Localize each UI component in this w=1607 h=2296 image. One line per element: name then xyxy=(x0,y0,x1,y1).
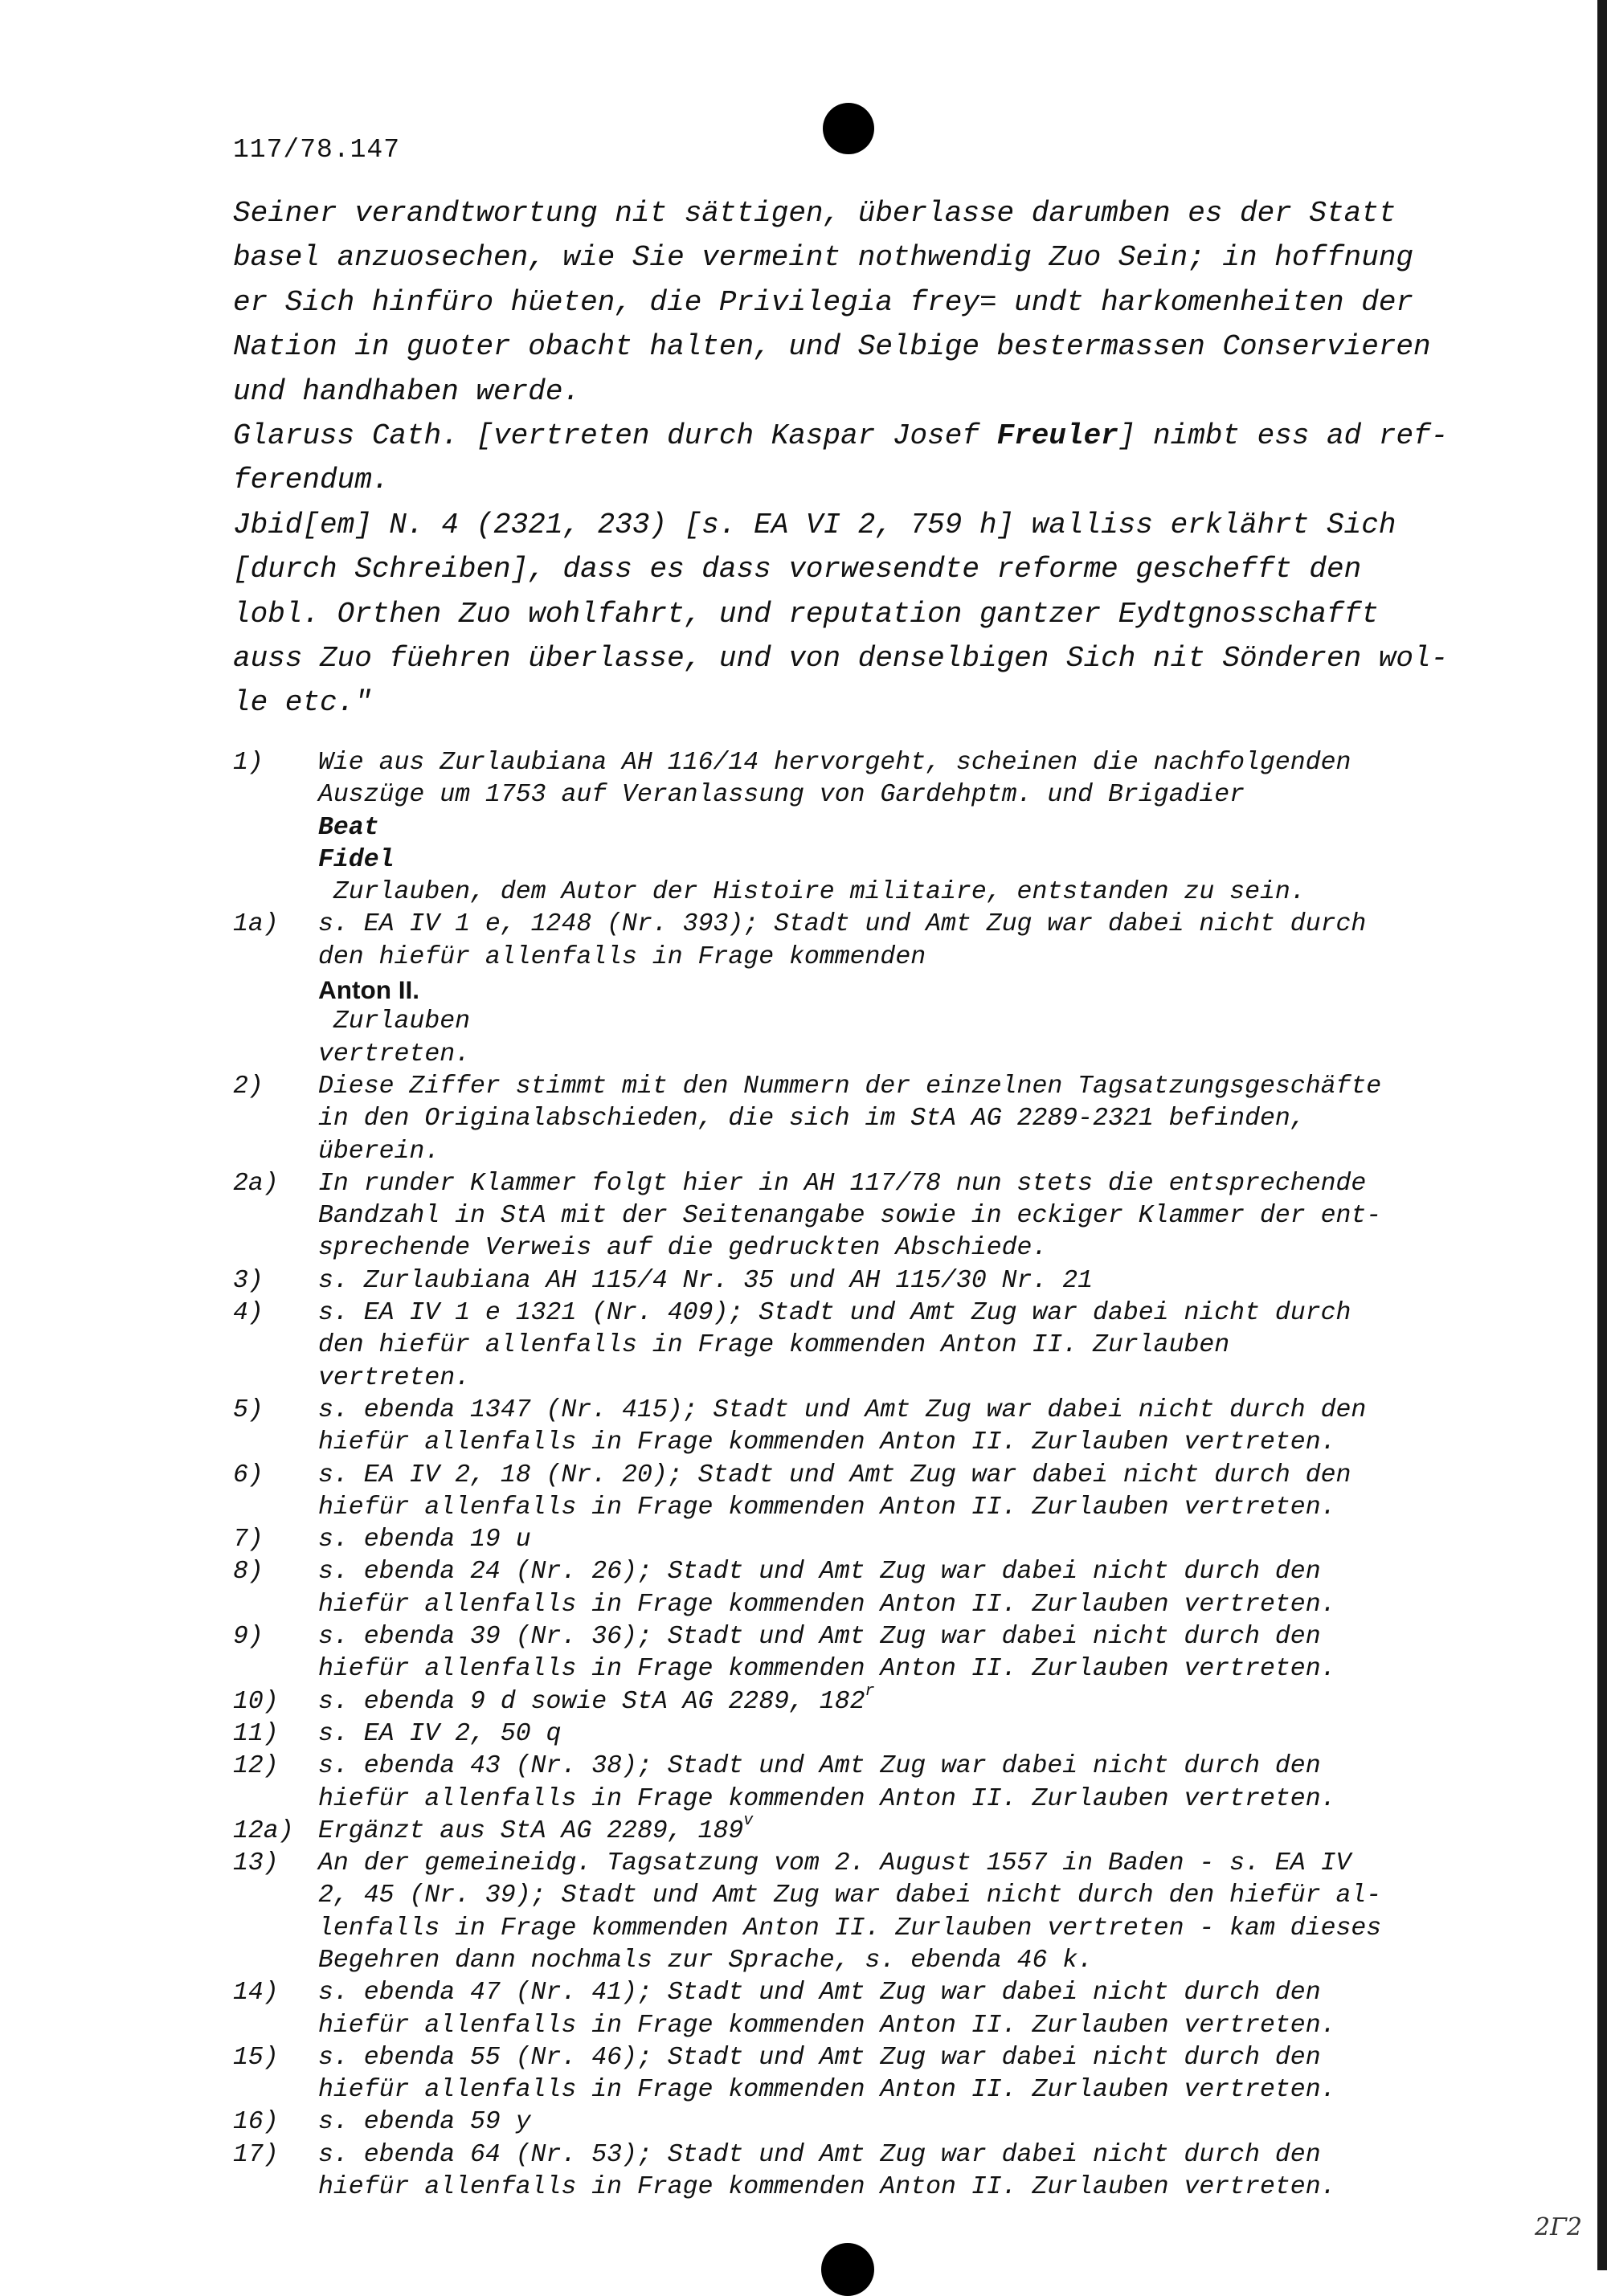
footnote-line: Wie aus Zurlaubiana AH 116/14 hervorgeht, scheinen die nachfolgenden xyxy=(318,749,1351,777)
footnote-text xyxy=(318,909,1486,1070)
footnote-number: 3) xyxy=(233,1266,264,1295)
footnote-line: Fidel Zurlauben, dem Autor der Histoire militaire, entstanden zu sein. xyxy=(318,845,1306,907)
footnote-line: hiefür allenfalls in Frage kommenden Anton II. Zurlauben vertreten. xyxy=(318,1493,1336,1522)
handwritten-page-mark: 2Γ2 xyxy=(1535,2213,1582,2241)
main-text xyxy=(233,191,1470,725)
folio-superscript: v xyxy=(743,1812,754,1831)
footnote-text xyxy=(318,1751,1486,1816)
footnote-number: 17) xyxy=(233,2140,279,2169)
footnote-item xyxy=(233,1265,1486,1297)
footnote-number: 9) xyxy=(233,1623,264,1652)
footnote-number: 4) xyxy=(233,1299,264,1328)
footnote-item xyxy=(233,1524,1486,1556)
footnote-line: lenfalls in Frage kommenden Anton II. Zurlauben vertreten - kam dieses xyxy=(318,1914,1382,1943)
footnote-number: 16) xyxy=(233,2108,279,2137)
footnote-line: s. ebenda 39 (Nr. 36); Stadt und Amt Zug war dabei nicht durch den xyxy=(318,1623,1321,1652)
footnote-number: 10) xyxy=(233,1687,279,1716)
footnote-line: s. Zurlaubiana AH 115/4 Nr. 35 und AH 115/30 Nr. 21 xyxy=(318,1266,1094,1295)
footnote-item xyxy=(233,1682,1486,1718)
text-line: ferendum. xyxy=(233,464,390,497)
footnotes-list xyxy=(233,747,1486,2204)
footnote-text xyxy=(318,747,1486,909)
footnote-line: überein. xyxy=(318,1137,440,1166)
footnote-number: 7) xyxy=(233,1526,264,1554)
footnote-text xyxy=(318,1265,1486,1297)
footnote-number: 1) xyxy=(233,749,264,777)
text-line: Seiner verandtwortung nit sättigen, überlasse darumben es der Statt xyxy=(233,197,1396,230)
scan-edge xyxy=(1597,0,1607,2270)
text-line: Nation in guoter obacht halten, und Selbige bestermassen Conservieren xyxy=(233,330,1431,364)
footnote-line: in den Originalabschieden, die sich im StA AG 2289-2321 befinden, xyxy=(318,1105,1306,1134)
footnote-line: hiefür allenfalls in Frage kommenden Anton II. Zurlauben vertreten. xyxy=(318,2173,1336,2202)
footnote-line: Auszüge um 1753 auf Veranlassung von Gardehptm. und Brigadier Beat xyxy=(318,781,1260,842)
footnote-number: 1a) xyxy=(233,910,279,939)
footnote-item xyxy=(233,1168,1486,1265)
document-reference-number: 117/78.147 xyxy=(233,135,401,165)
footnote-item xyxy=(233,747,1486,909)
footnote-line: s. ebenda 43 (Nr. 38); Stadt und Amt Zug war dabei nicht durch den xyxy=(318,1752,1321,1781)
footnote-item xyxy=(233,1556,1486,1621)
footnote-text xyxy=(318,1297,1486,1395)
text-line: lobl. Orthen Zuo wohlfahrt, und reputation gantzer Eydtgnosschafft xyxy=(233,597,1379,631)
footnote-line: den hiefür allenfalls in Frage kommenden Anton II. Zurlauben xyxy=(318,1331,1230,1360)
footnote-item xyxy=(233,1848,1486,1977)
footnote-item xyxy=(233,1395,1486,1460)
footnote-number: 6) xyxy=(233,1461,264,1489)
footnote-line: vertreten. xyxy=(318,1040,471,1068)
footnote-number: 15) xyxy=(233,2043,279,2072)
footnote-text xyxy=(318,1977,1486,2042)
footnote-line: s. ebenda 64 (Nr. 53); Stadt und Amt Zug war dabei nicht durch den xyxy=(318,2140,1321,2169)
footnote-text xyxy=(318,1848,1486,1977)
footnote-item xyxy=(233,909,1486,1070)
footnote-line: hiefür allenfalls in Frage kommenden Anton II. Zurlauben vertreten. xyxy=(318,1784,1336,1813)
footnote-text xyxy=(318,1071,1486,1168)
footnote-line: s. EA IV 2, 18 (Nr. 20); Stadt und Amt Zug war dabei nicht durch den xyxy=(318,1461,1351,1489)
footnote-item xyxy=(233,1977,1486,2042)
footnote-text xyxy=(318,2106,1486,2139)
footnote-number: 11) xyxy=(233,1719,279,1748)
footnote-item xyxy=(233,2106,1486,2139)
footnote-text xyxy=(318,1524,1486,1556)
footnote-line: hiefür allenfalls in Frage kommenden Anton II. Zurlauben vertreten. xyxy=(318,1590,1336,1619)
punch-hole-bottom xyxy=(821,2243,874,2296)
text-line: Jbid[em] N. 4 (2321, 233) [s. EA VI 2, 759 h] walliss erklährt Sich xyxy=(233,508,1396,541)
footnote-line: Ergänzt aus StA AG 2289, 189$^v$ xyxy=(318,1812,754,1845)
footnote-line: hiefür allenfalls in Frage kommenden Anton II. Zurlauben vertreten. xyxy=(318,2011,1336,2040)
footnote-line: s. ebenda 59 y xyxy=(318,2108,531,2137)
footnote-number: 2) xyxy=(233,1072,264,1101)
footnote-line: Bandzahl in StA mit der Seitenangabe sowie in eckiger Klammer der ent- xyxy=(318,1202,1382,1231)
text-line: le etc." xyxy=(233,686,372,720)
footnote-text xyxy=(318,1556,1486,1621)
footnote-number: 12a) xyxy=(233,1816,294,1845)
footnote-item xyxy=(233,1297,1486,1395)
footnote-text xyxy=(318,1621,1486,1686)
footnote-text xyxy=(318,1460,1486,1525)
footnote-line: s. EA IV 2, 50 q xyxy=(318,1719,562,1748)
text-line: und handhaben werde. xyxy=(233,374,581,408)
footnote-line: An der gemeineidg. Tagsatzung vom 2. August 1557 in Baden - s. EA IV xyxy=(318,1849,1351,1878)
text-line: basel anzuosechen, wie Sie vermeint nothwendig Zuo Sein; in hoffnung xyxy=(233,241,1414,275)
footnote-number: 14) xyxy=(233,1979,279,2008)
footnote-line: hiefür allenfalls in Frage kommenden Anton II. Zurlauben vertreten. xyxy=(318,1655,1336,1684)
footnote-item xyxy=(233,1812,1486,1848)
punch-hole-top xyxy=(823,103,874,154)
footnote-text xyxy=(318,1682,1486,1718)
footnote-line: s. ebenda 1347 (Nr. 415); Stadt und Amt Zug war dabei nicht durch den xyxy=(318,1395,1367,1424)
footnote-line: s. ebenda 55 (Nr. 46); Stadt und Amt Zug war dabei nicht durch den xyxy=(318,2043,1321,2072)
footnote-item xyxy=(233,1621,1486,1686)
footnote-number: 5) xyxy=(233,1395,264,1424)
footnote-number: 8) xyxy=(233,1558,264,1587)
footnote-number: 12) xyxy=(233,1752,279,1781)
footnote-item xyxy=(233,1071,1486,1168)
footnote-text xyxy=(318,1812,1486,1848)
footnote-item xyxy=(233,1718,1486,1751)
footnote-text xyxy=(318,2139,1486,2204)
footnote-line: sprechende Verweis auf die gedruckten Abschiede. xyxy=(318,1234,1048,1263)
footnote-text xyxy=(318,2042,1486,2107)
footnote-item xyxy=(233,2139,1486,2204)
footnote-line: 2, 45 (Nr. 39); Stadt und Amt Zug war dabei nicht durch den hiefür al- xyxy=(318,1881,1382,1910)
footnote-text xyxy=(318,1718,1486,1751)
footnote-number: 2a) xyxy=(233,1169,279,1198)
footnote-text xyxy=(318,1168,1486,1265)
footnote-line: In runder Klammer folgt hier in AH 117/78 nun stets die entsprechende xyxy=(318,1169,1367,1198)
footnote-line: s. ebenda 9 d sowie StA AG 2289, 182$^r$ xyxy=(318,1682,875,1716)
footnote-text xyxy=(318,1395,1486,1460)
footnote-line: s. ebenda 19 u xyxy=(318,1526,531,1554)
text-line: auss Zuo füehren überlasse, und von denselbigen Sich nit Sönderen wol- xyxy=(233,642,1449,676)
text-line: er Sich hinfüro hüeten, die Privilegia frey= undt harkomenheiten der xyxy=(233,285,1414,319)
footnote-line: hiefür allenfalls in Frage kommenden Anton II. Zurlauben vertreten. xyxy=(318,1428,1336,1457)
footnote-line: Begehren dann nochmals zur Sprache, s. ebenda 46 k. xyxy=(318,1946,1094,1975)
footnote-line: s. EA IV 1 e 1321 (Nr. 409); Stadt und Amt Zug war dabei nicht durch xyxy=(318,1299,1351,1328)
footnote-item xyxy=(233,2042,1486,2107)
footnote-line: s. ebenda 47 (Nr. 41); Stadt und Amt Zug war dabei nicht durch den xyxy=(318,1979,1321,2008)
footnote-line: vertreten. xyxy=(318,1363,471,1392)
footnote-line: s. ebenda 24 (Nr. 26); Stadt und Amt Zug war dabei nicht durch den xyxy=(318,1558,1321,1587)
footnote-line: hiefür allenfalls in Frage kommenden Anton II. Zurlauben vertreten. xyxy=(318,2076,1336,2105)
text-line: [durch Schreiben], dass es dass vorwesendte reforme geschefft den xyxy=(233,553,1362,586)
footnote-line: den hiefür allenfalls in Frage kommenden Anton II. Zurlauben xyxy=(318,942,942,1036)
footnote-line: Diese Ziffer stimmt mit den Nummern der einzelnen Tagsatzungsgeschäfte xyxy=(318,1072,1382,1101)
footnote-line: s. EA IV 1 e, 1248 (Nr. 393); Stadt und Amt Zug war dabei nicht durch xyxy=(318,910,1367,939)
footnote-number: 13) xyxy=(233,1849,279,1878)
footnote-item xyxy=(233,1751,1486,1816)
footnote-item xyxy=(233,1460,1486,1525)
folio-superscript: r xyxy=(865,1682,875,1702)
text-line: Glaruss Cath. [vertreten durch Kaspar Josef Freuler] nimbt ess ad ref- xyxy=(233,419,1449,453)
